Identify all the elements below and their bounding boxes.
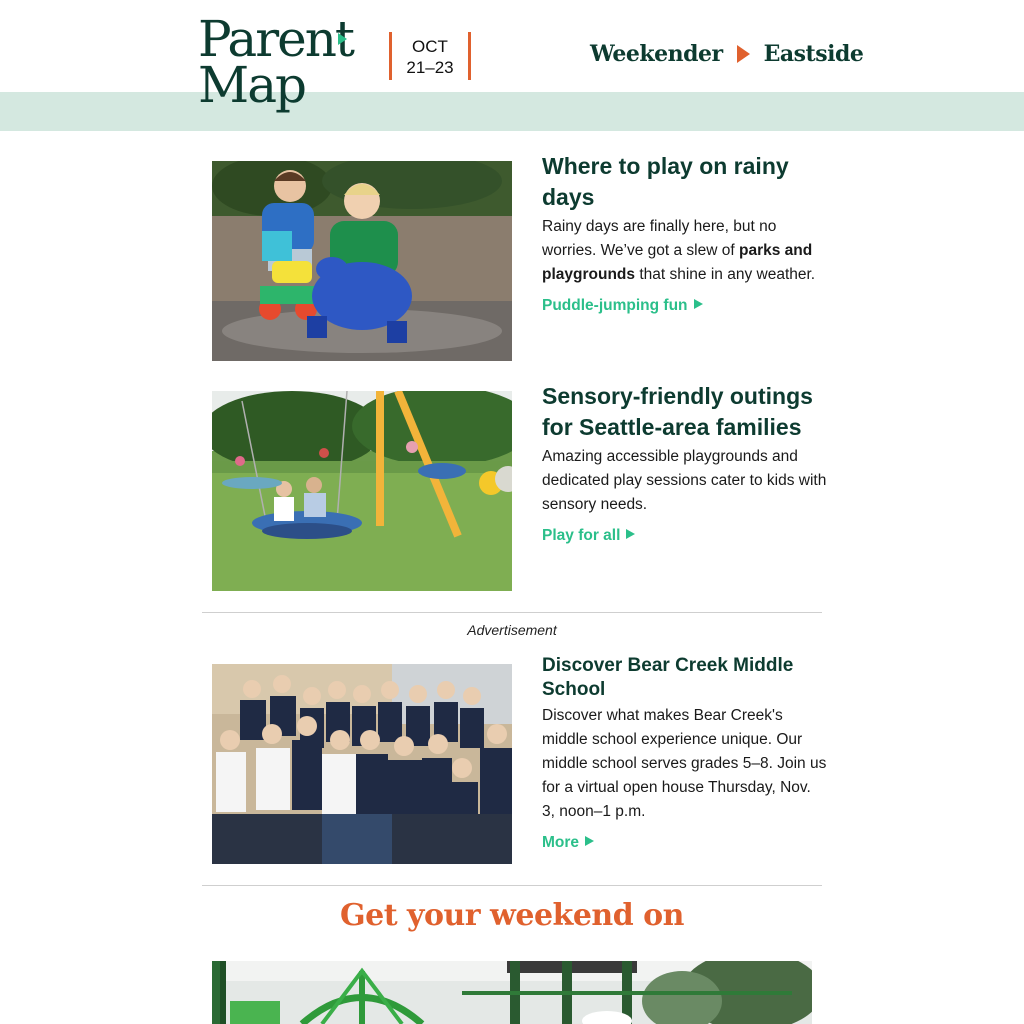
newsletter-name: Weekender xyxy=(590,41,723,67)
story-cta-link[interactable] xyxy=(542,527,635,545)
ad-text xyxy=(542,654,827,852)
ad-title[interactable]: Discover Bear Creek Middle School xyxy=(542,655,794,700)
ad-summary: Discover what makes Bear Creek's middle school experience unique. Our middle school serves grades 5–8. Join us for a virtual open house Thursday, Nov. 3, noon–1 p.m. xyxy=(542,707,827,820)
ad-cta-link[interactable] xyxy=(542,834,594,852)
header-band xyxy=(0,92,1024,131)
summary-part: that shine in any weather. xyxy=(635,266,816,283)
summary-part: Rainy days are finally here, but no worries. We’ve got a slew of xyxy=(542,218,777,259)
section-heading: Get your weekend on xyxy=(340,898,684,933)
parentmap-logo[interactable] xyxy=(198,10,353,114)
cta-label: More xyxy=(542,834,580,851)
cta-label: Play for all xyxy=(542,527,621,544)
story-text-sensory-friendly xyxy=(542,381,827,545)
summary-bold[interactable]: parks and playgrounds xyxy=(542,242,813,283)
divider xyxy=(202,612,822,613)
story-summary xyxy=(542,215,827,287)
story-cta-link[interactable] xyxy=(542,297,703,315)
play-arrow-icon xyxy=(585,836,594,846)
region-name: Eastside xyxy=(763,41,864,67)
story-text-rainy-days xyxy=(542,151,827,315)
logo-flag-icon xyxy=(338,33,347,45)
story-image-rainy-days[interactable] xyxy=(212,161,512,361)
divider xyxy=(202,885,822,886)
story-summary: Amazing accessible playgrounds and dedicated play sessions cater to kids with sensory needs. xyxy=(542,448,827,513)
issue-days: 21–23 xyxy=(406,58,454,77)
story-image-sensory-friendly[interactable] xyxy=(212,391,512,591)
story-title[interactable]: Where to play on rainy days xyxy=(542,153,789,210)
ad-image-bear-creek[interactable] xyxy=(212,664,512,864)
advertisement-label: Advertisement xyxy=(467,622,557,638)
logo-line-2: Map xyxy=(198,56,306,114)
weekend-hero-image[interactable] xyxy=(212,961,812,1024)
cta-label: Puddle-jumping fun xyxy=(542,297,688,314)
edition-label xyxy=(590,38,863,70)
newsletter-header xyxy=(0,0,1024,114)
play-arrow-icon xyxy=(737,45,750,63)
logo-line-1: Parent xyxy=(198,10,353,68)
issue-month: OCT xyxy=(412,37,448,56)
story-title[interactable]: Sensory-friendly outings for Seattle-area families xyxy=(542,383,813,440)
play-arrow-icon xyxy=(626,529,635,539)
issue-date xyxy=(389,32,471,80)
play-arrow-icon xyxy=(694,299,703,309)
